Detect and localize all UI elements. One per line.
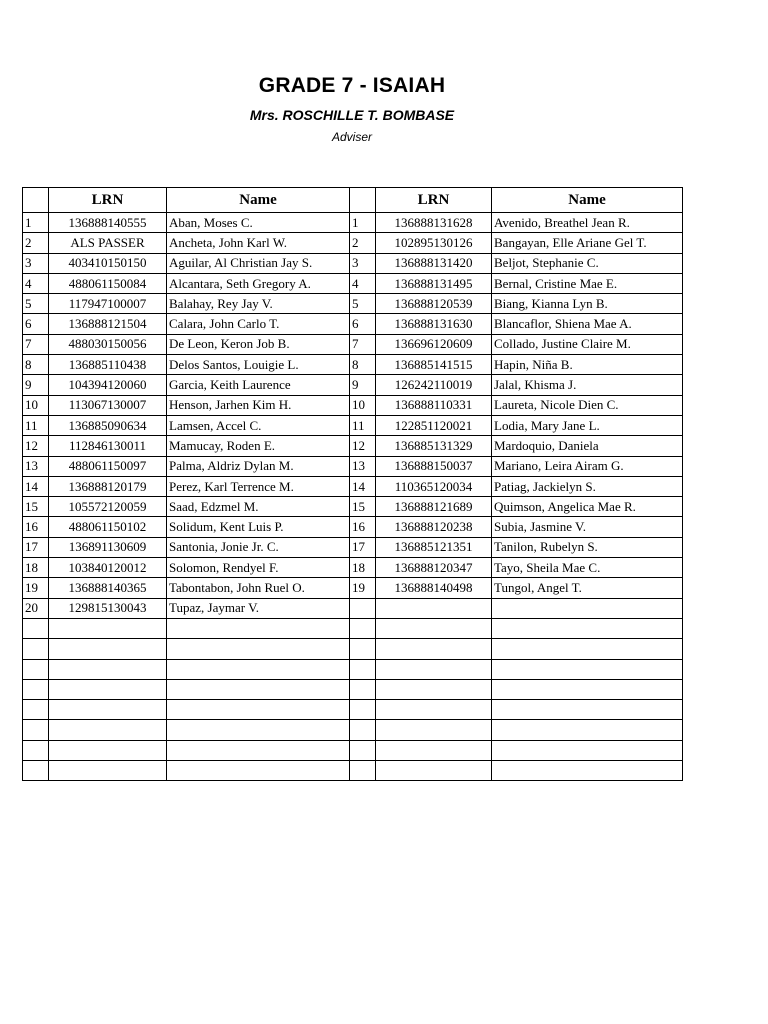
left-row-number bbox=[23, 679, 49, 699]
right-name-cell: Beljot, Stephanie C. bbox=[492, 253, 683, 273]
right-row-number bbox=[350, 700, 376, 720]
left-row-number bbox=[23, 659, 49, 679]
table-row bbox=[23, 476, 683, 496]
left-name-cell: Mamucay, Roden E. bbox=[167, 436, 350, 456]
left-lrn-cell: 488061150097 bbox=[49, 456, 167, 476]
right-row-number: 6 bbox=[350, 314, 376, 334]
right-name-cell: Tungol, Angel T. bbox=[492, 578, 683, 598]
left-lrn-cell: 105572120059 bbox=[49, 497, 167, 517]
right-lrn-cell bbox=[376, 761, 492, 781]
left-lrn-cell bbox=[49, 700, 167, 720]
left-row-number: 12 bbox=[23, 436, 49, 456]
right-name-cell bbox=[492, 679, 683, 699]
left-name-cell: Tabontabon, John Ruel O. bbox=[167, 578, 350, 598]
right-row-number: 11 bbox=[350, 415, 376, 435]
left-row-number: 18 bbox=[23, 558, 49, 578]
column-header-name-right: Name bbox=[492, 188, 683, 213]
right-row-number: 14 bbox=[350, 476, 376, 496]
left-lrn-cell: 136885090634 bbox=[49, 415, 167, 435]
right-name-cell: Mariano, Leira Airam G. bbox=[492, 456, 683, 476]
column-header-lrn-right: LRN bbox=[376, 188, 492, 213]
right-row-number bbox=[350, 720, 376, 740]
right-row-number bbox=[350, 618, 376, 638]
right-lrn-cell: 136888131420 bbox=[376, 253, 492, 273]
table-row bbox=[23, 233, 683, 253]
right-row-number: 17 bbox=[350, 537, 376, 557]
left-row-number: 2 bbox=[23, 233, 49, 253]
left-name-cell: Delos Santos, Louigie L. bbox=[167, 355, 350, 375]
left-lrn-cell: 488030150056 bbox=[49, 334, 167, 354]
adviser-label: Adviser bbox=[331, 130, 372, 144]
table-row bbox=[23, 659, 683, 679]
right-lrn-cell: 136888121689 bbox=[376, 497, 492, 517]
left-name-cell: Henson, Jarhen Kim H. bbox=[167, 395, 350, 415]
left-lrn-cell: 488061150084 bbox=[49, 273, 167, 293]
right-lrn-cell bbox=[376, 598, 492, 618]
left-lrn-cell: 104394120060 bbox=[49, 375, 167, 395]
left-lrn-cell bbox=[49, 740, 167, 760]
left-lrn-cell bbox=[49, 720, 167, 740]
right-row-number: 5 bbox=[350, 294, 376, 314]
left-row-number: 5 bbox=[23, 294, 49, 314]
left-name-cell bbox=[167, 679, 350, 699]
page-title: GRADE 7 - ISAIAH bbox=[258, 74, 446, 97]
table-row bbox=[23, 334, 683, 354]
right-lrn-cell bbox=[376, 679, 492, 699]
left-lrn-cell: 129815130043 bbox=[49, 598, 167, 618]
left-row-number bbox=[23, 639, 49, 659]
right-row-number: 15 bbox=[350, 497, 376, 517]
right-name-cell bbox=[492, 659, 683, 679]
left-name-cell: De Leon, Keron Job B. bbox=[167, 334, 350, 354]
left-row-number bbox=[23, 740, 49, 760]
left-name-cell: Palma, Aldriz Dylan M. bbox=[167, 456, 350, 476]
right-row-number: 1 bbox=[350, 213, 376, 233]
right-row-number: 10 bbox=[350, 395, 376, 415]
right-lrn-cell: 136888120347 bbox=[376, 558, 492, 578]
left-name-cell: Balahay, Rey Jay V. bbox=[167, 294, 350, 314]
table-row bbox=[23, 761, 683, 781]
right-lrn-cell: 136885131329 bbox=[376, 436, 492, 456]
right-name-cell bbox=[492, 740, 683, 760]
left-lrn-cell bbox=[49, 679, 167, 699]
right-name-cell bbox=[492, 598, 683, 618]
left-row-number: 9 bbox=[23, 375, 49, 395]
left-lrn-cell: 103840120012 bbox=[49, 558, 167, 578]
table-row bbox=[23, 436, 683, 456]
right-row-number bbox=[350, 598, 376, 618]
left-lrn-cell bbox=[49, 659, 167, 679]
right-row-number bbox=[350, 740, 376, 760]
left-name-cell: Saad, Edzmel M. bbox=[167, 497, 350, 517]
left-lrn-cell bbox=[49, 618, 167, 638]
right-lrn-cell: 136888120238 bbox=[376, 517, 492, 537]
left-lrn-cell: 136885110438 bbox=[49, 355, 167, 375]
left-row-number: 3 bbox=[23, 253, 49, 273]
right-row-number: 8 bbox=[350, 355, 376, 375]
left-name-cell bbox=[167, 700, 350, 720]
left-name-cell: Solidum, Kent Luis P. bbox=[167, 517, 350, 537]
left-name-cell: Aguilar, Al Christian Jay S. bbox=[167, 253, 350, 273]
left-lrn-cell: 117947100007 bbox=[49, 294, 167, 314]
column-header-name-left: Name bbox=[167, 188, 350, 213]
right-lrn-cell: 126242110019 bbox=[376, 375, 492, 395]
left-lrn-cell: 113067130007 bbox=[49, 395, 167, 415]
right-lrn-cell: 136888150037 bbox=[376, 456, 492, 476]
right-name-cell: Tayo, Sheila Mae C. bbox=[492, 558, 683, 578]
column-header-no-right bbox=[350, 188, 376, 213]
left-row-number: 20 bbox=[23, 598, 49, 618]
left-row-number: 15 bbox=[23, 497, 49, 517]
right-lrn-cell bbox=[376, 700, 492, 720]
table-row bbox=[23, 213, 683, 233]
right-lrn-cell: 136885121351 bbox=[376, 537, 492, 557]
right-lrn-cell: 136888110331 bbox=[376, 395, 492, 415]
right-lrn-cell bbox=[376, 659, 492, 679]
left-row-number bbox=[23, 700, 49, 720]
left-lrn-cell: 488061150102 bbox=[49, 517, 167, 537]
right-row-number bbox=[350, 639, 376, 659]
left-row-number: 8 bbox=[23, 355, 49, 375]
left-lrn-cell bbox=[49, 761, 167, 781]
left-row-number: 4 bbox=[23, 273, 49, 293]
right-row-number: 13 bbox=[350, 456, 376, 476]
right-lrn-cell: 122851120021 bbox=[376, 415, 492, 435]
left-lrn-cell bbox=[49, 639, 167, 659]
left-name-cell: Santonia, Jonie Jr. C. bbox=[167, 537, 350, 557]
left-name-cell: Perez, Karl Terrence M. bbox=[167, 476, 350, 496]
left-row-number: 6 bbox=[23, 314, 49, 334]
right-name-cell: Blancaflor, Shiena Mae A. bbox=[492, 314, 683, 334]
table-row bbox=[23, 294, 683, 314]
left-row-number: 13 bbox=[23, 456, 49, 476]
table-row bbox=[23, 720, 683, 740]
right-lrn-cell: 136888131630 bbox=[376, 314, 492, 334]
left-lrn-cell: 403410150150 bbox=[49, 253, 167, 273]
left-name-cell bbox=[167, 761, 350, 781]
left-row-number: 14 bbox=[23, 476, 49, 496]
right-row-number: 2 bbox=[350, 233, 376, 253]
left-name-cell bbox=[167, 720, 350, 740]
table-row bbox=[23, 639, 683, 659]
left-name-cell bbox=[167, 618, 350, 638]
right-lrn-cell: 136696120609 bbox=[376, 334, 492, 354]
right-name-cell bbox=[492, 639, 683, 659]
right-name-cell: Lodia, Mary Jane L. bbox=[492, 415, 683, 435]
right-lrn-cell bbox=[376, 639, 492, 659]
table-row bbox=[23, 415, 683, 435]
right-name-cell bbox=[492, 700, 683, 720]
right-row-number: 12 bbox=[350, 436, 376, 456]
right-name-cell: Jalal, Khisma J. bbox=[492, 375, 683, 395]
right-name-cell bbox=[492, 618, 683, 638]
adviser-name: Mrs. ROSCHILLE T. BOMBASE bbox=[249, 107, 455, 123]
column-header-no-left bbox=[23, 188, 49, 213]
class-roster-table bbox=[22, 187, 683, 781]
table-row bbox=[23, 497, 683, 517]
right-lrn-cell bbox=[376, 618, 492, 638]
right-row-number: 3 bbox=[350, 253, 376, 273]
table-row bbox=[23, 679, 683, 699]
left-row-number: 17 bbox=[23, 537, 49, 557]
right-name-cell: Biang, Kianna Lyn B. bbox=[492, 294, 683, 314]
right-name-cell: Collado, Justine Claire M. bbox=[492, 334, 683, 354]
right-name-cell bbox=[492, 720, 683, 740]
right-name-cell: Mardoquio, Daniela bbox=[492, 436, 683, 456]
left-lrn-cell: 112846130011 bbox=[49, 436, 167, 456]
left-lrn-cell: 136888121504 bbox=[49, 314, 167, 334]
right-row-number: 4 bbox=[350, 273, 376, 293]
right-row-number bbox=[350, 659, 376, 679]
left-name-cell: Garcia, Keith Laurence bbox=[167, 375, 350, 395]
right-lrn-cell: 102895130126 bbox=[376, 233, 492, 253]
right-name-cell: Quimson, Angelica Mae R. bbox=[492, 497, 683, 517]
table-row bbox=[23, 395, 683, 415]
right-row-number: 18 bbox=[350, 558, 376, 578]
left-row-number: 10 bbox=[23, 395, 49, 415]
table-row bbox=[23, 456, 683, 476]
table-row bbox=[23, 273, 683, 293]
right-name-cell: Bernal, Cristine Mae E. bbox=[492, 273, 683, 293]
table-row bbox=[23, 314, 683, 334]
table-row bbox=[23, 253, 683, 273]
right-row-number: 19 bbox=[350, 578, 376, 598]
right-name-cell: Subia, Jasmine V. bbox=[492, 517, 683, 537]
left-name-cell: Aban, Moses C. bbox=[167, 213, 350, 233]
left-name-cell bbox=[167, 659, 350, 679]
left-name-cell: Tupaz, Jaymar V. bbox=[167, 598, 350, 618]
right-row-number: 7 bbox=[350, 334, 376, 354]
left-row-number: 16 bbox=[23, 517, 49, 537]
right-row-number: 16 bbox=[350, 517, 376, 537]
left-name-cell: Solomon, Rendyel F. bbox=[167, 558, 350, 578]
table-row bbox=[23, 537, 683, 557]
left-name-cell: Ancheta, John Karl W. bbox=[167, 233, 350, 253]
left-row-number: 7 bbox=[23, 334, 49, 354]
right-lrn-cell: 110365120034 bbox=[376, 476, 492, 496]
right-name-cell: Laureta, Nicole Dien C. bbox=[492, 395, 683, 415]
left-lrn-cell: 136888140555 bbox=[49, 213, 167, 233]
right-row-number bbox=[350, 679, 376, 699]
left-row-number: 1 bbox=[23, 213, 49, 233]
table-row bbox=[23, 558, 683, 578]
right-lrn-cell: 136888140498 bbox=[376, 578, 492, 598]
table-row bbox=[23, 578, 683, 598]
right-lrn-cell bbox=[376, 720, 492, 740]
right-row-number: 9 bbox=[350, 375, 376, 395]
left-name-cell: Lamsen, Accel C. bbox=[167, 415, 350, 435]
right-name-cell: Avenido, Breathel Jean R. bbox=[492, 213, 683, 233]
right-name-cell: Bangayan, Elle Ariane Gel T. bbox=[492, 233, 683, 253]
table-row bbox=[23, 740, 683, 760]
right-name-cell: Patiag, Jackielyn S. bbox=[492, 476, 683, 496]
table-header-row bbox=[23, 188, 683, 213]
table-row bbox=[23, 375, 683, 395]
right-lrn-cell: 136885141515 bbox=[376, 355, 492, 375]
table-row bbox=[23, 598, 683, 618]
left-row-number bbox=[23, 720, 49, 740]
left-lrn-cell: ALS PASSER bbox=[49, 233, 167, 253]
table-row bbox=[23, 618, 683, 638]
left-lrn-cell: 136888120179 bbox=[49, 476, 167, 496]
left-row-number: 19 bbox=[23, 578, 49, 598]
left-lrn-cell: 136891130609 bbox=[49, 537, 167, 557]
right-name-cell bbox=[492, 761, 683, 781]
right-name-cell: Tanilon, Rubelyn S. bbox=[492, 537, 683, 557]
left-name-cell: Alcantara, Seth Gregory A. bbox=[167, 273, 350, 293]
right-name-cell: Hapin, Niña B. bbox=[492, 355, 683, 375]
column-header-lrn-left: LRN bbox=[49, 188, 167, 213]
left-row-number bbox=[23, 761, 49, 781]
table-row bbox=[23, 700, 683, 720]
left-name-cell bbox=[167, 740, 350, 760]
right-lrn-cell: 136888131495 bbox=[376, 273, 492, 293]
left-name-cell bbox=[167, 639, 350, 659]
right-lrn-cell: 136888131628 bbox=[376, 213, 492, 233]
left-row-number bbox=[23, 618, 49, 638]
right-row-number bbox=[350, 761, 376, 781]
table-row bbox=[23, 517, 683, 537]
left-row-number: 11 bbox=[23, 415, 49, 435]
table-row bbox=[23, 355, 683, 375]
left-lrn-cell: 136888140365 bbox=[49, 578, 167, 598]
left-name-cell: Calara, John Carlo T. bbox=[167, 314, 350, 334]
right-lrn-cell bbox=[376, 740, 492, 760]
right-lrn-cell: 136888120539 bbox=[376, 294, 492, 314]
